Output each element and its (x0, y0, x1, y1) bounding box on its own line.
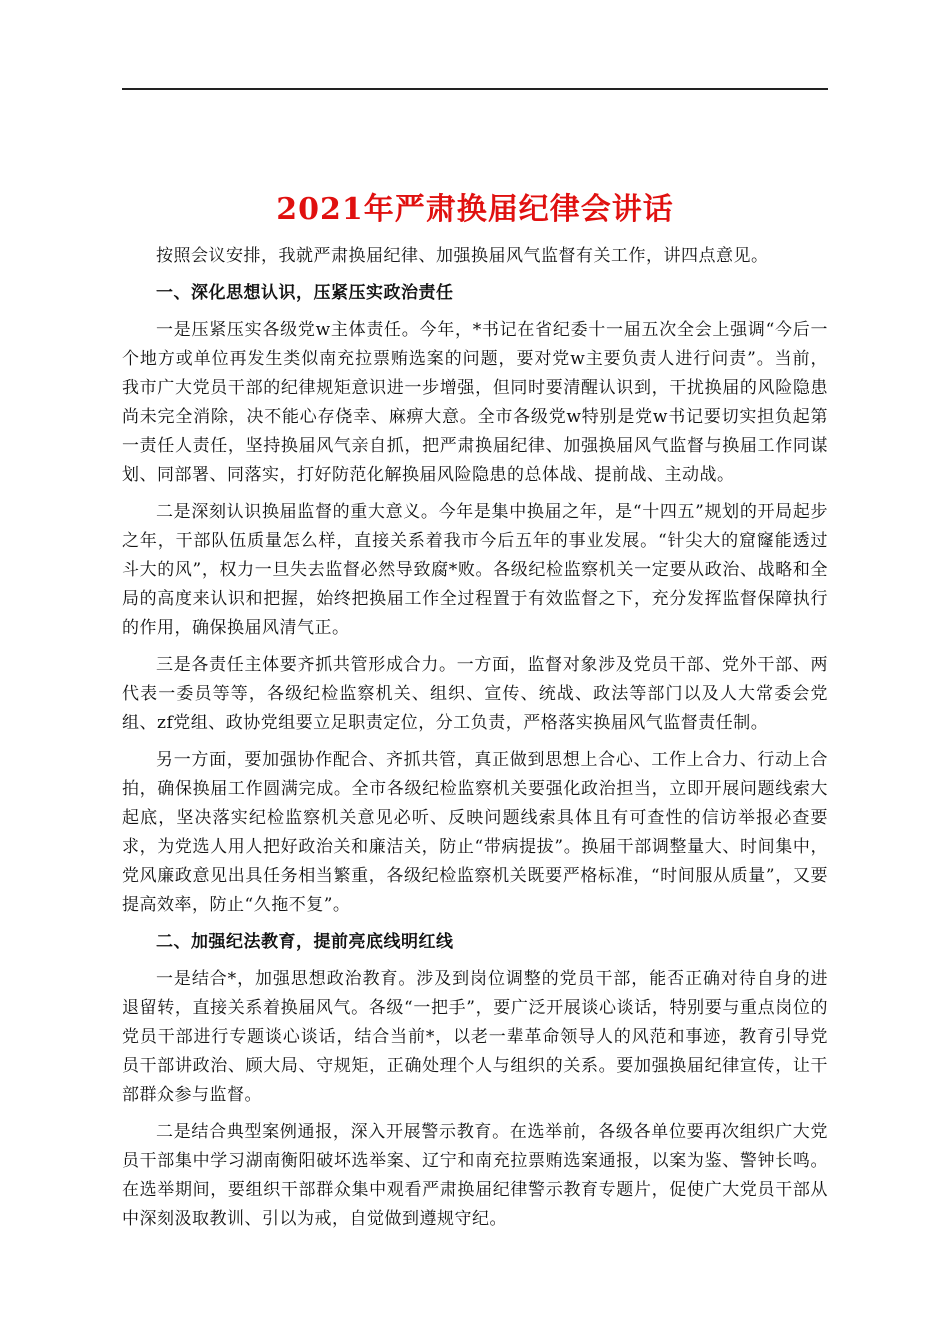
header-rule (122, 88, 828, 90)
document-body (122, 242, 828, 1242)
body-paragraph: 二是深刻认识换届监督的重大意义。今年是集中换届之年，是“十四五”规划的开局起步之年，干部队伍质量怎么样，直接关系着我市今后五年的事业发展。“针尖大的窟窿能透过斗大的风”，权力一旦失去监督必然导致腐*败。各级纪检监察机关一定要从政治、战略和全局的高度来认识和把握，始终把换届工作全过程置于有效监督之下，充分发挥监督保障执行的作用，确保换届风清气正。 (122, 502, 828, 638)
body-paragraph: 另一方面，要加强协作配合、齐抓共管，真正做到思想上合心、工作上合力、行动上合拍，确保换届工作圆满完成。全市各级纪检监察机关要强化政治担当，立即开展问题线索大起底，坚决落实纪检监察机关意见必听、反映问题线索具体且有可查性的信访举报必查要求，为党选人用人把好政治关和廉洁关，防止“带病提拔”。换届干部调整量大、时间集中，党风廉政意见出具任务相当繁重，各级纪检监察机关既要严格标准，“时间服从质量”，又要提高效率，防止“久拖不复”。 (122, 750, 828, 915)
body-paragraph: 三是各责任主体要齐抓共管形成合力。一方面，监督对象涉及党员干部、党外干部、两代表一委员等等，各级纪检监察机关、组织、宣传、统战、政法等部门以及人大常委会党组、zf党组、政协党组要立足职责定位，分工负责，严格落实换届风气监督责任制。 (122, 655, 828, 733)
body-paragraph: 按照会议安排，我就严肃换届纪律、加强换届风气监督有关工作，讲四点意见。 (156, 246, 769, 266)
body-paragraph: 二是结合典型案例通报，深入开展警示教育。在选举前，各级各单位要再次组织广大党员干部集中学习湖南衡阳破坏选举案、辽宁和南充拉票贿选案通报，以案为鉴、警钟长鸣。在选举期间，要组织干部群众集中观看严肃换届纪律警示教育专题片，促使广大党员干部从中深刻汲取教训、引以为戒，自觉做到遵规守纪。 (122, 1122, 828, 1229)
section-heading: 二、加强纪法教育，提前亮底线明红线 (156, 932, 454, 952)
section-heading: 一、深化思想认识，压紧压实政治责任 (156, 283, 454, 303)
body-paragraph: 一是结合*，加强思想政治教育。涉及到岗位调整的党员干部，能否正确对待自身的进退留转，直接关系着换届风气。各级“一把手”，要广泛开展谈心谈话，特别要与重点岗位的党员干部进行专题谈心谈话，结合当前*，以老一辈革命领导人的风范和事迹，教育引导党员干部讲政治、顾大局、守规矩，正确处理个人与组织的关系。要加强换届纪律宣传，让干部群众参与监督。 (122, 969, 828, 1105)
document-title: 2021年严肃换届纪律会讲话 (276, 192, 674, 227)
body-paragraph: 一是压紧压实各级党w主体责任。今年，*书记在省纪委十一届五次全会上强调“今后一个地方或单位再发生类似南充拉票贿选案的问题，要对党w主要负责人进行问责”。当前，我市广大党员干部的纪律规矩意识进一步增强，但同时要清醒认识到，干扰换届的风险隐患尚未完全消除，决不能心存侥幸、麻痹大意。全市各级党w特别是党w书记要切实担负起第一责任人责任，坚持换届风气亲自抓，把严肃换届纪律、加强换届风气监督与换届工作同谋划、同部署、同落实，打好防范化解换届风险隐患的总体战、提前战、主动战。 (122, 320, 828, 485)
